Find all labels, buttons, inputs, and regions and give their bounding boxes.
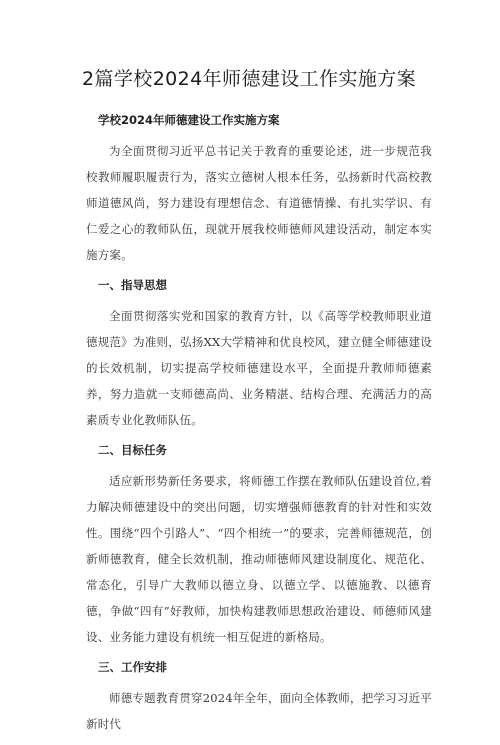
section-heading-guiding-ideology: 一、指导思想 xyxy=(98,278,167,292)
document-subtitle: 学校2024年师德建设工作实施方案 xyxy=(98,113,280,127)
document-body xyxy=(86,112,432,745)
section-heading-work-arrangement: 三、工作安排 xyxy=(98,660,167,674)
section-paragraph-guiding-ideology: 全面贯彻落实党和国家的教育方针，以《高等学校教师职业道德规范》为准则，弘扬XX大学精神和优良校风，建立健全师德建设的长效机制，切实提高学校师德建设水平，全面提升教师师德素养，努力造就一支师德高尚、业务精湛、结构合理、充满活力的高素质专业化教师队伍。 xyxy=(86,309,432,427)
section-paragraph-goals-tasks: 适应新形势新任务要求，将师德工作摆在教师队伍建设首位,着力解决师德建设中的突出问题，切实增强师德教育的针对性和实效性。围绕“四个引路人”、“四个相统一”的要求，完善师德规范，创新师德教育，健全长效机制，推动师德师风建设制度化、规范化、常态化，引导广大教师以德立身、以德立学、以德施教、以德育德，争做“四有”好教师，加快构建教师思想政治建设、师德师风建设、业务能力建设有机统一相互促进的新格局。 xyxy=(86,474,432,644)
document-title: 2篇学校2024年师德建设工作实施方案 xyxy=(82,68,417,90)
section-paragraph-work-arrangement: 师德专题教育贯穿2024年全年，面向全体教师，把学习习近平新时代 xyxy=(86,691,432,731)
section-heading-goals-tasks: 二、目标任务 xyxy=(98,443,167,457)
intro-paragraph: 为全面贯彻习近平总书记关于教育的重要论述，进一步规范我校教师履职履责行为，落实立德树人根本任务，弘扬新时代高校教师道德风尚，努力建设有理想信念、有道德情操、有扎实学识、有仁爱之心的教师队伍，现就开展我校师德师风建设活动，制定本实施方案。 xyxy=(86,144,432,262)
